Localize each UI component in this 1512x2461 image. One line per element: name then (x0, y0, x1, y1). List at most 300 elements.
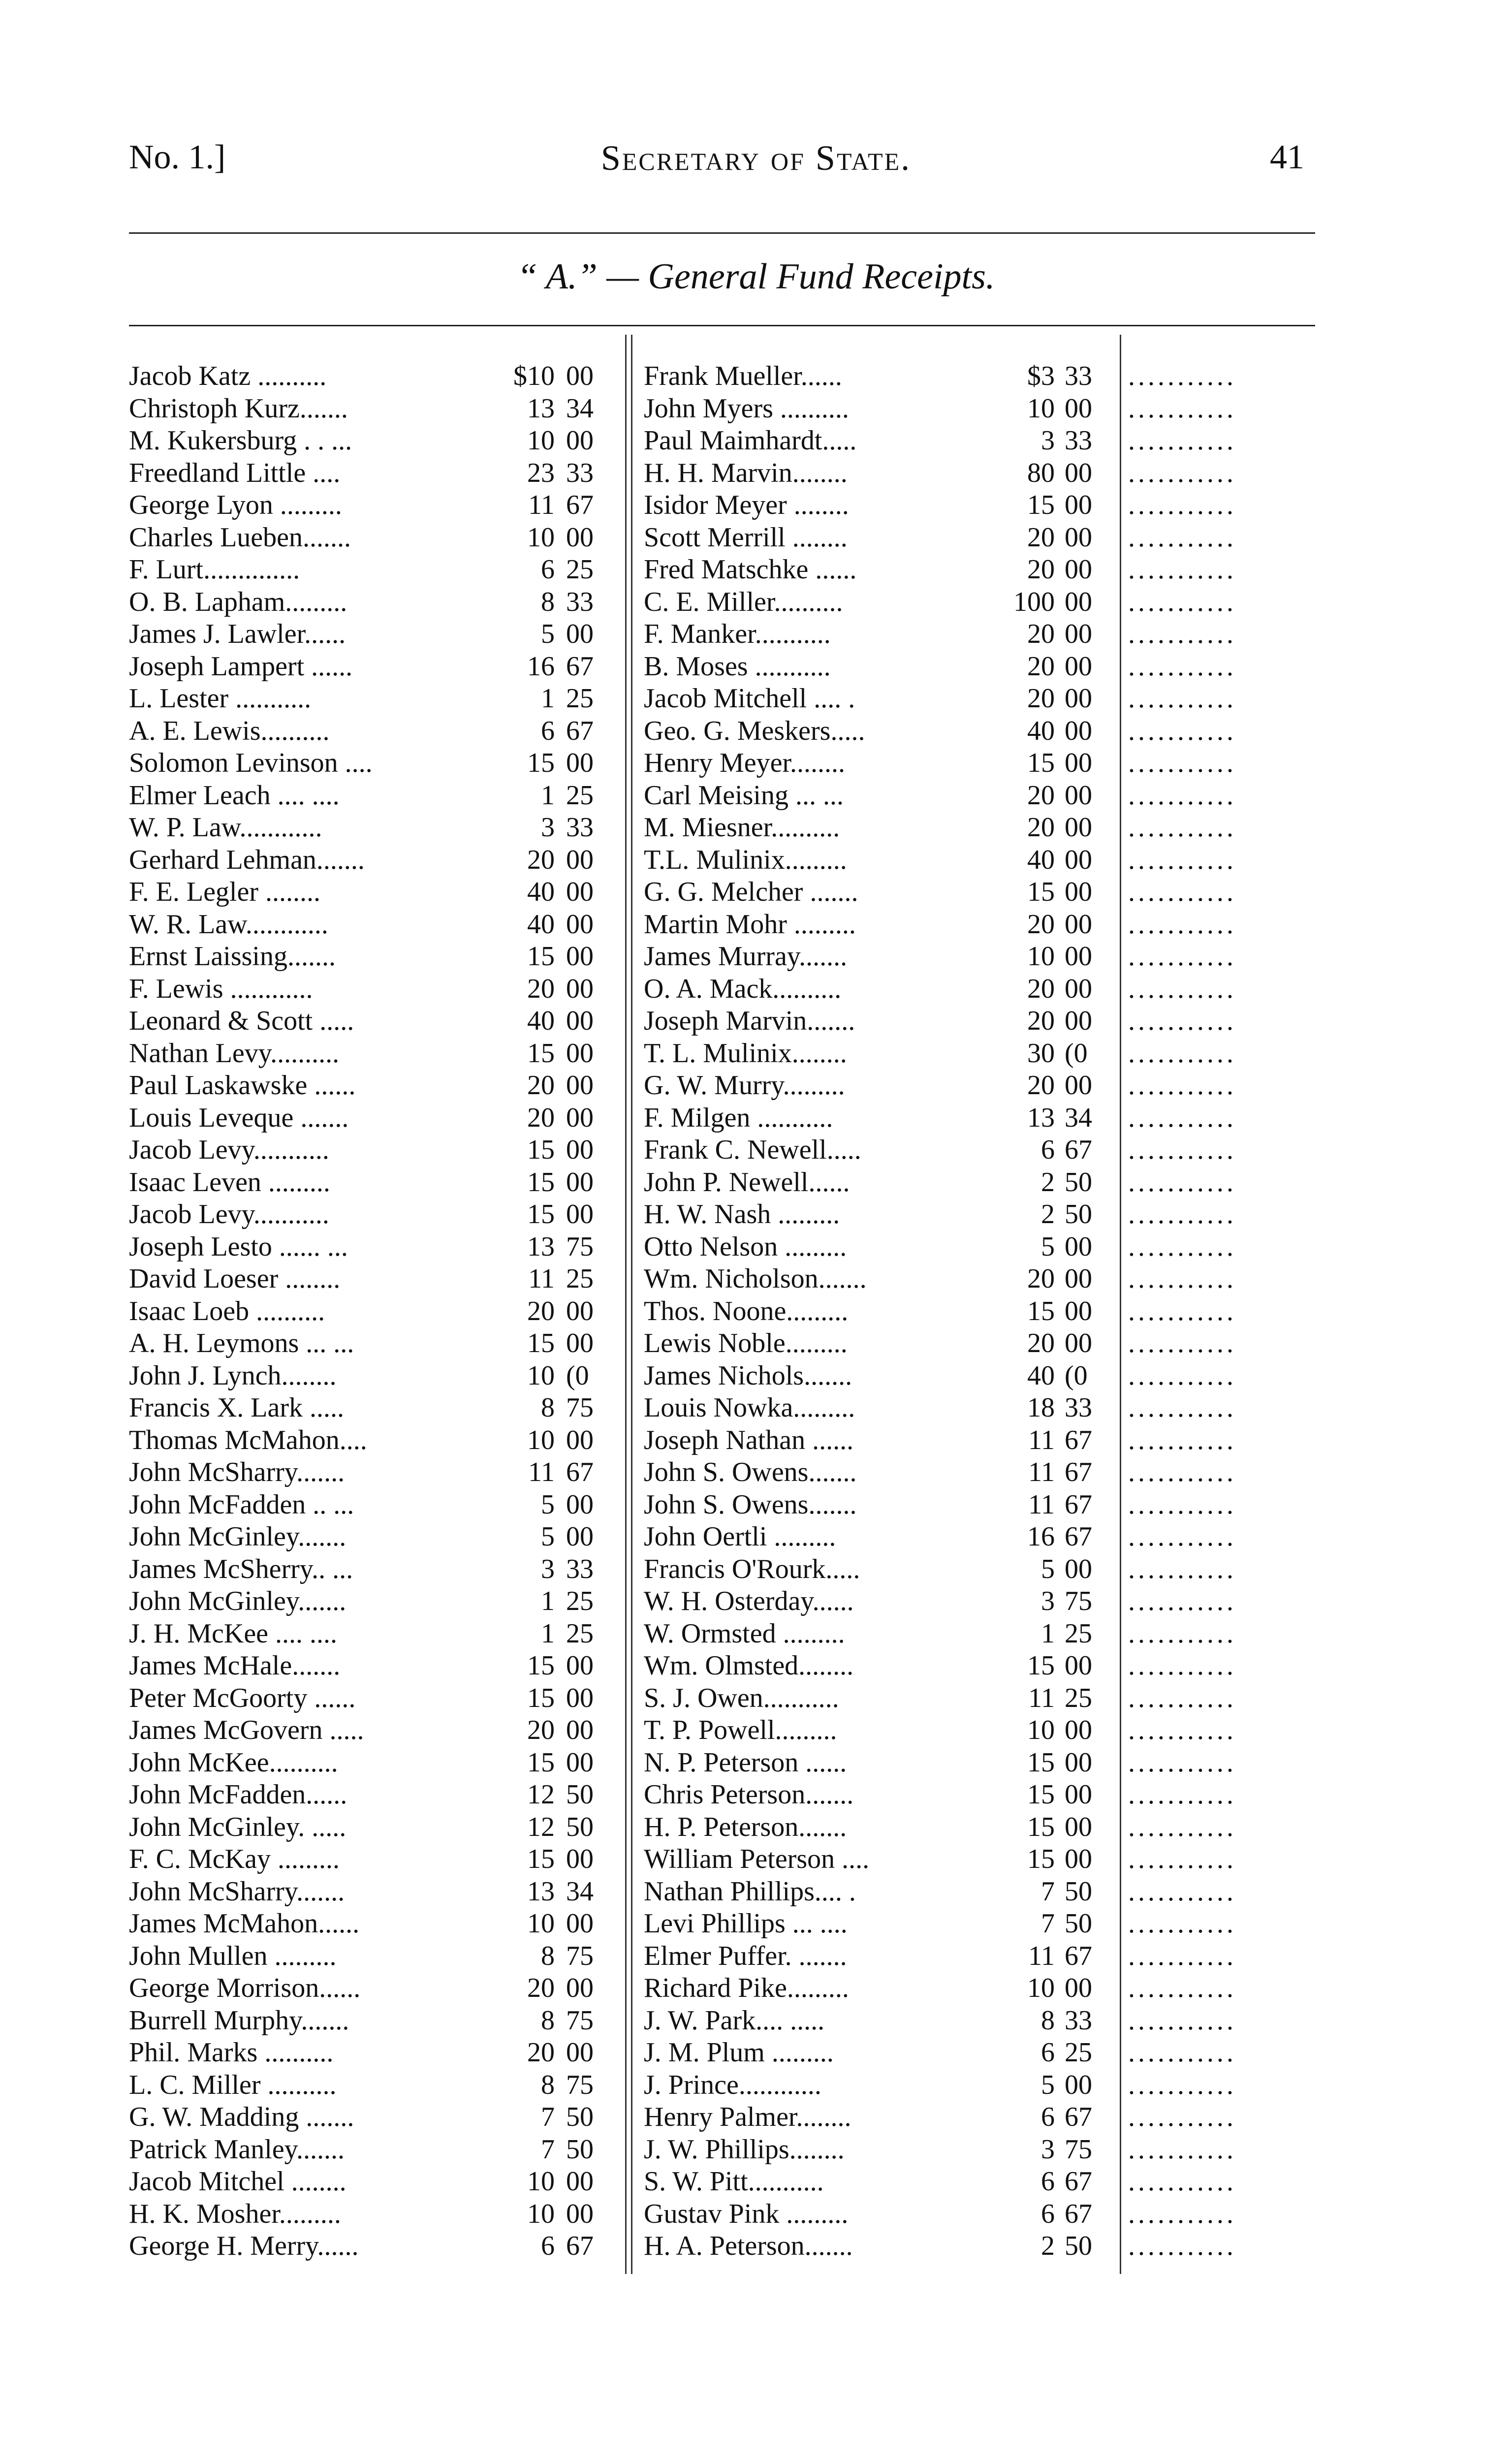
amount-cents: 00 (566, 425, 594, 456)
table-row (129, 1876, 621, 1908)
payer-name: T. L. Mulinix........ (644, 1038, 847, 1069)
amount-dollars: 20 (527, 2037, 555, 2068)
payer-name: Otto Nelson ......... (644, 1231, 847, 1262)
amount-cents: 25 (566, 1586, 594, 1616)
payer-name: John McFadden .. ... (129, 1489, 354, 1520)
payer-name: J. H. McKee .... .... (129, 1618, 338, 1649)
payer-name: Ernst Laissing....... (129, 941, 336, 972)
table-row (129, 1070, 621, 1102)
payer-name: Burrell Murphy....... (129, 2005, 349, 2036)
amount-dollars: 15 (527, 1038, 555, 1069)
payer-name: James McMahon...... (129, 1908, 360, 1939)
dot-leader: ........... (1128, 1811, 1236, 1842)
dot-leader: ........... (1128, 1650, 1236, 1681)
payer-name: George Lyon ......... (129, 490, 342, 520)
table-row (129, 1327, 621, 1360)
payer-name: J. W. Phillips........ (644, 2134, 845, 2165)
amount-cents: 25 (566, 554, 594, 585)
amount-dollars: 3 (541, 812, 555, 843)
table-row (644, 1392, 1116, 1424)
table-row (129, 1295, 621, 1328)
table-row (129, 2069, 621, 2102)
amount-dollars: 80 (1027, 457, 1055, 488)
amount-dollars: 11 (1028, 1940, 1055, 1971)
amount-cents: 00 (1065, 941, 1092, 972)
table-row (129, 1199, 621, 1231)
table-row (644, 1327, 1116, 1360)
amount-cents: 25 (566, 780, 594, 811)
dot-leader: ........... (1128, 1070, 1236, 1101)
amount-dollars: 20 (527, 1070, 555, 1101)
amount-cents: 00 (566, 1295, 594, 1326)
amount-cents: 00 (566, 1102, 594, 1133)
table-row (129, 1424, 621, 1457)
amount-cents: 00 (1065, 457, 1092, 488)
amount-dollars: 11 (528, 1263, 555, 1294)
amount-dollars: 6 (541, 715, 555, 746)
amount-cents: 00 (1065, 683, 1092, 714)
amount-dollars: 8 (541, 1392, 555, 1423)
dot-leader: ........... (1128, 1102, 1236, 1133)
table-row (129, 1038, 621, 1070)
payer-name: Carl Meising ... ... (644, 780, 844, 811)
table-row (129, 618, 621, 651)
dot-leader: ........... (1128, 2166, 1236, 2197)
table-row (644, 1199, 1116, 1231)
payer-name: O. A. Mack.......... (644, 973, 842, 1004)
payer-name: Levi Phillips ... .... (644, 1908, 848, 1939)
amount-dollars: 20 (1027, 522, 1055, 553)
payer-name: John McSharry....... (129, 1457, 345, 1487)
payer-name: Paul Laskawske ...... (129, 1070, 356, 1101)
amount-dollars: 11 (528, 490, 555, 520)
payer-name: John McGinley....... (129, 1521, 346, 1552)
amount-dollars: 6 (1041, 2102, 1055, 2132)
amount-cents: 00 (566, 1006, 594, 1036)
payer-name: S. W. Pitt........... (644, 2166, 824, 2197)
amount-cents: (0 (1065, 1360, 1088, 1391)
amount-cents: 00 (1065, 1263, 1092, 1294)
amount-dollars: 11 (1028, 1457, 1055, 1487)
amount-dollars: 20 (1027, 780, 1055, 811)
amount-cents: 67 (1065, 1940, 1092, 1971)
table-row (129, 1618, 621, 1650)
payer-name: Wm. Olmsted........ (644, 1650, 854, 1681)
amount-cents: (0 (1065, 1038, 1088, 1069)
amount-dollars: 20 (1027, 554, 1055, 585)
amount-cents: 00 (1065, 619, 1092, 649)
payer-name: Christoph Kurz....... (129, 393, 348, 424)
table-row (129, 1263, 621, 1295)
payer-name: W. P. Law............ (129, 812, 322, 843)
payer-name: James McHale....... (129, 1650, 341, 1681)
dot-leader: ........... (1128, 1586, 1236, 1616)
amount-dollars: $3 (1027, 361, 1055, 391)
amount-dollars: 23 (527, 457, 555, 488)
table-row (644, 1231, 1116, 1263)
amount-cents: 00 (566, 1135, 594, 1165)
amount-dollars: 20 (527, 973, 555, 1004)
payer-name: C. E. Miller.......... (644, 586, 843, 617)
page-number: 41 (1270, 138, 1304, 176)
dot-leader: ........... (1128, 941, 1236, 972)
payer-name: G. W. Madding ....... (129, 2102, 354, 2132)
table-row (644, 1070, 1116, 1102)
dot-leader: ........... (1128, 1876, 1236, 1907)
amount-dollars: 3 (1041, 1586, 1055, 1616)
payer-name: John P. Newell...... (644, 1167, 850, 1198)
amount-dollars: 15 (1027, 1747, 1055, 1778)
payer-name: Jacob Levy........... (129, 1199, 329, 1230)
amount-cents: 34 (566, 1876, 594, 1907)
amount-dollars: 10 (527, 425, 555, 456)
table-row (644, 1650, 1116, 1682)
amount-cents: 00 (566, 748, 594, 778)
dot-leader: ........... (1128, 1295, 1236, 1326)
amount-cents: 75 (566, 1231, 594, 1262)
payer-name: Thos. Noone......... (644, 1295, 849, 1326)
amount-cents: 00 (566, 941, 594, 972)
amount-cents: 00 (566, 1908, 594, 1939)
table-row (644, 1876, 1116, 1908)
amount-cents: 50 (1065, 1908, 1092, 1939)
table-row (129, 1585, 621, 1618)
table-row (644, 1811, 1116, 1844)
amount-cents: 75 (566, 2069, 594, 2100)
amount-dollars: 15 (527, 1199, 555, 1230)
table-row (644, 586, 1116, 619)
amount-dollars: 7 (1041, 1908, 1055, 1939)
dot-leader: ........... (1128, 1521, 1236, 1552)
payer-name: H. W. Nash ......... (644, 1199, 840, 1230)
table-row (129, 1650, 621, 1682)
dot-leader: ........... (1128, 1199, 1236, 1230)
amount-dollars: 3 (1041, 425, 1055, 456)
amount-cents: 00 (1065, 748, 1092, 778)
table-row (644, 2069, 1116, 2102)
amount-cents: 00 (566, 1038, 594, 1069)
payer-name: James Nichols....... (644, 1360, 852, 1391)
dot-leader: ........... (1128, 457, 1236, 488)
table-row (129, 1231, 621, 1263)
amount-cents: 00 (1065, 522, 1092, 553)
amount-dollars: 15 (1027, 1779, 1055, 1810)
dot-leader-column (1128, 360, 1315, 2263)
amount-cents: 50 (566, 1811, 594, 1842)
amount-cents: 00 (1065, 877, 1092, 907)
payer-name: O. B. Lapham......... (129, 586, 347, 617)
payer-name: Leonard & Scott ..... (129, 1006, 354, 1036)
payer-name: Thomas McMahon.... (129, 1424, 367, 1455)
amount-cents: 00 (1065, 909, 1092, 940)
amount-cents: 00 (566, 1424, 594, 1455)
table-row (129, 1714, 621, 1747)
payer-name: Phil. Marks .......... (129, 2037, 334, 2068)
payer-name: Louis Nowka......... (644, 1392, 855, 1423)
payer-name: F. Milgen ........... (644, 1102, 833, 1133)
amount-cents: 00 (566, 2166, 594, 2197)
amount-dollars: 10 (527, 1360, 555, 1391)
amount-cents: 67 (1065, 2166, 1092, 2197)
table-row (644, 2134, 1116, 2166)
payer-name: Elmer Puffer. ....... (644, 1940, 847, 1971)
dot-leader: ........... (1128, 1973, 1236, 2003)
amount-cents: 00 (566, 1650, 594, 1681)
payer-name: Patrick Manley....... (129, 2134, 345, 2165)
amount-dollars: 10 (1027, 1973, 1055, 2003)
amount-dollars: 18 (1027, 1392, 1055, 1423)
payer-name: F. E. Legler ........ (129, 877, 320, 907)
amount-dollars: 13 (527, 1231, 555, 1262)
amount-cents: 67 (1065, 1457, 1092, 1487)
amount-dollars: 15 (527, 748, 555, 778)
dot-leader: ........... (1128, 1682, 1236, 1713)
receipts-column-2 (644, 360, 1116, 2263)
payer-name: Isidor Meyer ........ (644, 490, 849, 520)
amount-cents: 00 (1065, 1973, 1092, 2003)
section-subtitle: “ A.” — General Fund Receipts. (517, 256, 995, 297)
table-row (644, 1747, 1116, 1779)
dot-leader: ........... (1128, 1844, 1236, 1874)
amount-cents: 00 (566, 1715, 594, 1745)
amount-cents: 00 (1065, 1295, 1092, 1326)
payer-name: Geo. G. Meskers..... (644, 715, 865, 746)
amount-dollars: 13 (527, 1876, 555, 1907)
amount-cents: 33 (566, 812, 594, 843)
table-row (129, 2005, 621, 2037)
amount-dollars: 2 (1041, 1167, 1055, 1198)
payer-name: G. G. Melcher ....... (644, 877, 858, 907)
table-row (644, 1940, 1116, 1973)
amount-cents: 25 (1065, 1618, 1092, 1649)
amount-cents: 00 (1065, 490, 1092, 520)
payer-name: F. Lewis ............ (129, 973, 313, 1004)
dot-leader: ........... (1128, 812, 1236, 843)
table-row (644, 489, 1116, 522)
table-row (129, 876, 621, 909)
table-row (129, 2134, 621, 2166)
table-row (644, 1456, 1116, 1489)
dot-leader: ........... (1128, 683, 1236, 714)
amount-dollars: 8 (1041, 2005, 1055, 2036)
amount-cents: 00 (566, 1682, 594, 1713)
dot-leader: ........... (1128, 425, 1236, 456)
amount-dollars: 20 (1027, 619, 1055, 649)
table-row (129, 1553, 621, 1586)
payer-name: William Peterson .... (644, 1844, 870, 1874)
amount-cents: 25 (1065, 1682, 1092, 1713)
amount-cents: 00 (566, 909, 594, 940)
amount-dollars: 11 (1028, 1682, 1055, 1713)
table-row (644, 812, 1116, 844)
dot-leader: ........... (1128, 748, 1236, 778)
amount-dollars: 15 (527, 1135, 555, 1165)
payer-name: John S. Owens....... (644, 1457, 857, 1487)
table-row (644, 715, 1116, 748)
dot-leader: ........... (1128, 1231, 1236, 1262)
dot-leader: ........... (1128, 1135, 1236, 1165)
table-row (644, 1714, 1116, 1747)
amount-cents: 00 (1065, 393, 1092, 424)
amount-dollars: 15 (1027, 877, 1055, 907)
table-row (129, 360, 621, 393)
amount-dollars: 15 (527, 1328, 555, 1358)
table-row (644, 780, 1116, 812)
amount-cents: 33 (1065, 361, 1092, 391)
amount-cents: 50 (566, 1779, 594, 1810)
dot-leader: ........... (1128, 1263, 1236, 1294)
table-row (644, 1553, 1116, 1586)
amount-cents: 33 (566, 1553, 594, 1584)
payer-name: Henry Meyer........ (644, 748, 846, 778)
table-row (644, 2166, 1116, 2198)
amount-cents: 67 (566, 651, 594, 682)
amount-cents: 00 (1065, 1006, 1092, 1036)
column-divider-right (1120, 335, 1121, 2274)
table-row (129, 1779, 621, 1811)
payer-name: John S. Owens....... (644, 1489, 857, 1520)
amount-cents: 00 (566, 1199, 594, 1230)
amount-dollars: 10 (527, 1908, 555, 1939)
dot-leader: ........... (1128, 1457, 1236, 1487)
payer-name: J. W. Park.... ..... (644, 2005, 825, 2036)
amount-cents: 00 (566, 1167, 594, 1198)
table-row (644, 1521, 1116, 1553)
amount-cents: 50 (1065, 2231, 1092, 2261)
amount-cents: 00 (566, 1844, 594, 1874)
dot-leader: ........... (1128, 780, 1236, 811)
amount-cents: 75 (1065, 2134, 1092, 2165)
table-row (644, 973, 1116, 1006)
payer-name: Elmer Leach .... .... (129, 780, 340, 811)
table-row (129, 1456, 621, 1489)
dot-leader: ........... (1128, 1424, 1236, 1455)
table-row (129, 1940, 621, 1973)
payer-name: H. H. Marvin........ (644, 457, 848, 488)
dot-leader: ........... (1128, 1553, 1236, 1584)
table-row (129, 909, 621, 941)
table-row (644, 2230, 1116, 2263)
amount-cents: 75 (566, 2005, 594, 2036)
amount-cents: 67 (1065, 2198, 1092, 2229)
amount-cents: 00 (566, 973, 594, 1004)
table-row (644, 1295, 1116, 1328)
table-row (644, 876, 1116, 909)
amount-dollars: 10 (527, 1424, 555, 1455)
amount-dollars: 40 (1027, 1360, 1055, 1391)
payer-name: Joseph Marvin....... (644, 1006, 855, 1036)
payer-name: Scott Merrill ........ (644, 522, 848, 553)
amount-dollars: 15 (1027, 1811, 1055, 1842)
table-row (644, 1618, 1116, 1650)
amount-cents: 50 (1065, 1199, 1092, 1230)
dot-leader: ........... (1128, 1392, 1236, 1423)
amount-dollars: 1 (541, 780, 555, 811)
payer-name: Richard Pike......... (644, 1973, 849, 2003)
amount-dollars: 20 (1027, 973, 1055, 1004)
amount-dollars: 20 (1027, 651, 1055, 682)
amount-dollars: 7 (541, 2102, 555, 2132)
amount-dollars: 100 (1013, 586, 1055, 617)
column-divider-left (625, 335, 627, 2274)
amount-cents: 33 (1065, 2005, 1092, 2036)
table-row (644, 1843, 1116, 1876)
amount-dollars: 8 (541, 2005, 555, 2036)
table-row (644, 651, 1116, 683)
amount-dollars: 8 (541, 2069, 555, 2100)
table-row (129, 844, 621, 877)
table-row (644, 1038, 1116, 1070)
payer-name: W. R. Law............ (129, 909, 328, 940)
table-row (644, 425, 1116, 457)
dot-leader: ........... (1128, 586, 1236, 617)
amount-dollars: 5 (1041, 1231, 1055, 1262)
amount-dollars: 20 (527, 1102, 555, 1133)
dot-leader: ........... (1128, 361, 1236, 391)
payer-name: F. Lurt.............. (129, 554, 300, 585)
amount-dollars: 11 (1028, 1489, 1055, 1520)
amount-dollars: 10 (1027, 941, 1055, 972)
payer-name: John McKee.......... (129, 1747, 338, 1778)
table-row (129, 1392, 621, 1424)
amount-cents: 00 (1065, 1328, 1092, 1358)
dot-leader: ........... (1128, 1747, 1236, 1778)
table-row (129, 554, 621, 586)
payer-name: James McGovern ..... (129, 1715, 364, 1745)
payer-name: Frank C. Newell..... (644, 1135, 861, 1165)
amount-cents: 00 (566, 2198, 594, 2229)
payer-name: Frank Mueller...... (644, 361, 842, 391)
amount-dollars: 15 (1027, 1295, 1055, 1326)
payer-name: Jacob Mitchell .... . (644, 683, 855, 714)
table-row (129, 2230, 621, 2263)
amount-cents: 00 (566, 1489, 594, 1520)
payer-name: Jacob Mitchel ........ (129, 2166, 346, 2197)
table-row (129, 747, 621, 780)
amount-cents: 00 (566, 1070, 594, 1101)
amount-cents: 67 (566, 1457, 594, 1487)
table-row (644, 1167, 1116, 1199)
table-row (644, 2198, 1116, 2231)
amount-cents: 00 (566, 1521, 594, 1552)
amount-dollars: 20 (527, 1295, 555, 1326)
amount-cents: 34 (566, 393, 594, 424)
amount-dollars: 13 (1027, 1102, 1055, 1133)
amount-cents: 00 (1065, 651, 1092, 682)
dot-leader: ........... (1128, 2198, 1236, 2229)
amount-dollars: 11 (1028, 1424, 1055, 1455)
dot-leader: ........... (1128, 1618, 1236, 1649)
table-row (129, 2198, 621, 2231)
table-row (644, 554, 1116, 586)
amount-dollars: 10 (1027, 393, 1055, 424)
dot-leader: ........... (1128, 619, 1236, 649)
table-row (644, 1360, 1116, 1392)
amount-cents: 00 (1065, 1715, 1092, 1745)
amount-dollars: 6 (1041, 1135, 1055, 1165)
table-row (129, 425, 621, 457)
payer-name: James Murray....... (644, 941, 848, 972)
table-row (129, 1682, 621, 1715)
table-row (644, 2005, 1116, 2037)
amount-dollars: 10 (527, 522, 555, 553)
table-row (644, 1005, 1116, 1038)
amount-cents: 00 (566, 361, 594, 391)
table-row (644, 844, 1116, 877)
receipts-column-1 (129, 360, 621, 2263)
amount-dollars: 15 (1027, 490, 1055, 520)
table-row (644, 1585, 1116, 1618)
